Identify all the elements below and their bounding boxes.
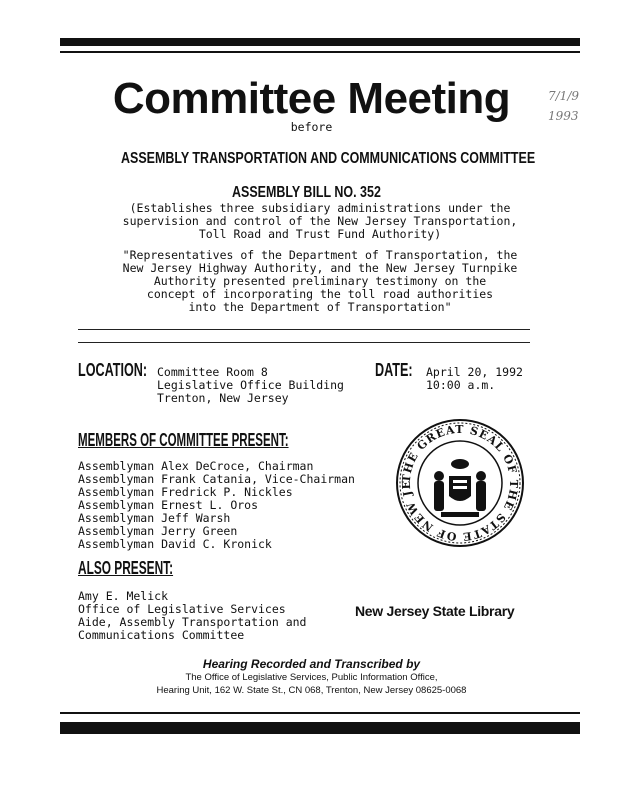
member-item: Assemblyman Jerry Green	[78, 524, 238, 538]
testimony-quote: "Representatives of the Department of Transportation, the New Jersey Highway Authority, and the New Jersey Turnpike Authority presented preliminary testimony on the concept of incorporating the toll road authorities into the Department of Transportation"	[122, 248, 518, 314]
member-item: Assemblyman Frank Catania, Vice-Chairman	[78, 472, 355, 486]
committee-name: ASSEMBLY TRANSPORTATION AND COMMUNICATIONS COMMITTEE	[121, 150, 536, 167]
before-label: before	[290, 120, 333, 134]
seal-text: THE GREAT SEAL OF THE STATE OF NEW JE	[399, 422, 521, 544]
also-present-list: Amy E. Melick Office of Legislative Services Aide, Assembly Transportation and Communications Committee	[78, 589, 307, 642]
members-list	[78, 460, 355, 551]
also-present-label: ALSO PRESENT:	[78, 558, 174, 578]
bottom-thick-rule	[60, 722, 580, 734]
divider-rule-2	[78, 342, 530, 343]
member-item: Assemblyman David C. Kronick	[78, 537, 272, 551]
top-thick-rule	[60, 38, 580, 46]
members-label: MEMBERS OF COMMITTEE PRESENT:	[78, 430, 289, 450]
member-item: Assemblyman Fredrick P. Nickles	[78, 485, 293, 499]
member-item: Assemblyman Jeff Warsh	[78, 511, 231, 525]
top-thin-rule	[60, 51, 580, 53]
bottom-thin-rule	[60, 712, 580, 714]
date-label: DATE:	[375, 360, 413, 380]
member-item: Assemblyman Alex DeCroce, Chairman	[78, 459, 314, 473]
bill-number: ASSEMBLY BILL NO. 352	[232, 184, 381, 201]
divider-rule-1	[78, 329, 530, 330]
bill-description: (Establishes three subsidiary administrations under the supervision and control of the New Jersey Transportation, Toll Road and Trust Fund Authority)	[122, 201, 518, 241]
footer-heading: Hearing Recorded and Transcribed by	[202, 657, 421, 671]
library-stamp: New Jersey State Library	[355, 603, 515, 619]
member-item: Assemblyman Ernest L. Oros	[78, 498, 259, 512]
date-value: April 20, 1992 10:00 a.m.	[426, 365, 523, 392]
page-title: Committee Meeting	[112, 74, 511, 123]
footer-line-2: Hearing Unit, 162 W. State St., CN 068, Trenton, New Jersey 08625-0068	[156, 685, 467, 696]
location-label: LOCATION:	[78, 360, 148, 380]
state-seal	[395, 418, 525, 548]
handwritten-note: 7/1/9 1993	[548, 89, 579, 123]
location-value: Committee Room 8 Legislative Office Building Trenton, New Jersey	[157, 365, 344, 405]
footer-line-1: The Office of Legislative Services, Public Information Office,	[185, 672, 438, 683]
